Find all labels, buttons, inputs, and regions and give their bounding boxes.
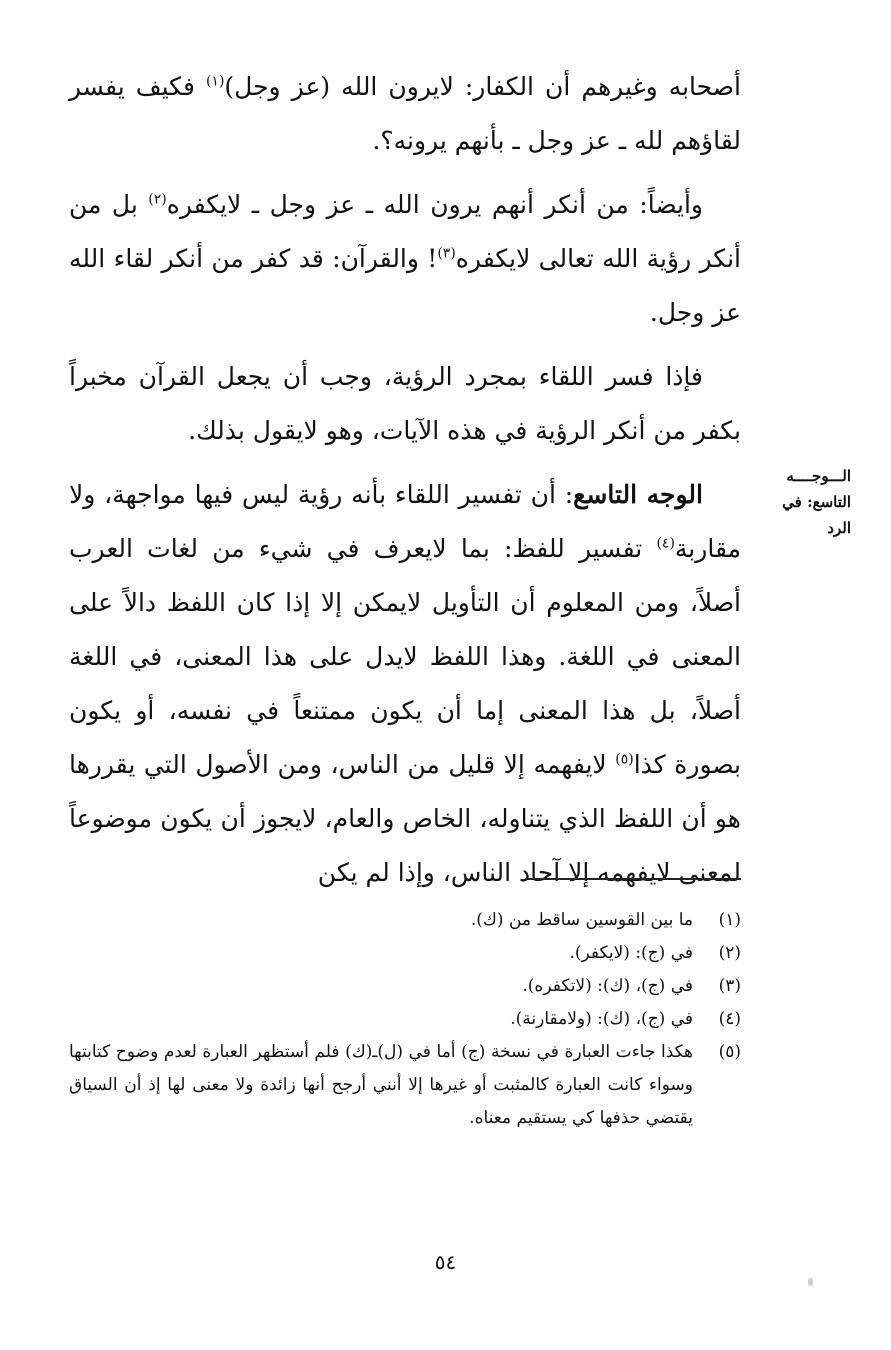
paragraph-1-part-a: أصحابه وغيرهم أن الكفار: لايرون الله (عز وجل) — [224, 72, 741, 101]
footnote-number: (١) — [718, 910, 741, 930]
margin-heading-line-3: الرد — [827, 519, 851, 537]
footnote-text: في (ج): (لايكفر). — [569, 943, 693, 963]
paragraph-4-part-c: لايفهمه إلا قليل من الناس، ومن الأصول التي يقررها هو أن اللفظ الذي يتناوله، الخاص والعام، لايجوز أن يكون موضوعاً لمعنى لايفهمه إلا آحاد الناس، وإذا لم يكن — [69, 750, 741, 887]
footnote-item — [69, 937, 741, 970]
footnote-text: في (ج)، (ك): (ولامقارنة). — [510, 1009, 693, 1029]
scan-speck — [808, 1275, 813, 1289]
footnote-item — [69, 1036, 741, 1135]
paragraph-4-part-b: تفسير للفظ: بما لايعرف في شيء من لغات العرب أصلاً، ومن المعلوم أن التأويل لايمكن إلا إذا كان اللفظ دالاً على المعنى في اللغة. وهذا اللفظ لايدل على هذا المعنى، في اللغة أصلاً، بل هذا المعنى إما أن يكون ممتنعاً في نفسه، أو يكون بصورة كذا — [69, 534, 742, 779]
footnote-text: هكذا جاءت العبارة في نسخة (ج) أما في (ل)ـ(ك) فلم أستظهر العبارة لعدم وضوح كتابتها وسواء كانت العبارة كالمثبت أو غيرها إلا أنني أرجح أنها زائدة ولا معنى لها إذ أن السياق يقتضي حذفها كي يستقيم معناه. — [69, 1042, 693, 1128]
footnote-ref-2: (٢) — [148, 191, 167, 208]
footnote-number: (٥) — [718, 1042, 741, 1062]
footnotes — [69, 904, 741, 1135]
paragraph-4 — [69, 468, 741, 900]
paragraph-4-part-a: : أن تفسير اللقاء بأنه رؤية ليس فيها مواجهة، ولا مقاربة — [69, 480, 741, 563]
section-term: الوجه التاسع — [573, 480, 703, 509]
footnote-text: ما بين القوسين ساقط من (ك). — [470, 910, 693, 930]
margin-heading-line-1: الـــوجــــه — [786, 467, 851, 485]
footnote-text: في (ج)، (ك): (لاتكفره). — [522, 976, 693, 996]
main-text — [69, 60, 741, 910]
paragraph-2-part-b: بل من أنكر رؤية الله تعالى لايكفره — [69, 190, 741, 273]
footnote-item — [69, 970, 741, 1003]
footnote-item — [69, 1003, 741, 1036]
paragraph-1 — [69, 60, 741, 168]
footnote-ref-3: (٣) — [437, 245, 456, 262]
footnote-number: (٣) — [718, 976, 741, 996]
footnote-ref-4: (٤) — [656, 535, 675, 552]
margin-heading-line-2: التاسع: في — [782, 493, 851, 511]
paragraph-2-part-c: ! والقرآن: قد كفر من أنكر لقاء الله عز وجل. — [69, 244, 741, 327]
footnote-divider — [526, 878, 741, 880]
footnote-number: (٢) — [718, 943, 741, 963]
margin-heading — [755, 463, 851, 541]
paragraph-2 — [69, 178, 741, 340]
footnote-number: (٤) — [718, 1009, 741, 1029]
page-number: ٥٤ — [434, 1250, 457, 1274]
paragraph-3: فإذا فسر اللقاء بمجرد الرؤية، وجب أن يجعل القرآن مخبراً بكفر من أنكر الرؤية في هذه الآيات، وهو لايقول بذلك. — [69, 362, 741, 445]
paragraph-1-part-b: فكيف يفسر لقاؤهم لله ـ عز وجل ـ بأنهم يرونه؟. — [69, 72, 741, 155]
footnote-item — [69, 904, 741, 937]
footnote-ref-5: (٥) — [615, 751, 634, 768]
footnote-ref-1: (١) — [205, 73, 225, 90]
paragraph-2-part-a: وأيضاً: من أنكر أنهم يرون الله ـ عز وجل ـ لايكفره — [166, 190, 703, 219]
